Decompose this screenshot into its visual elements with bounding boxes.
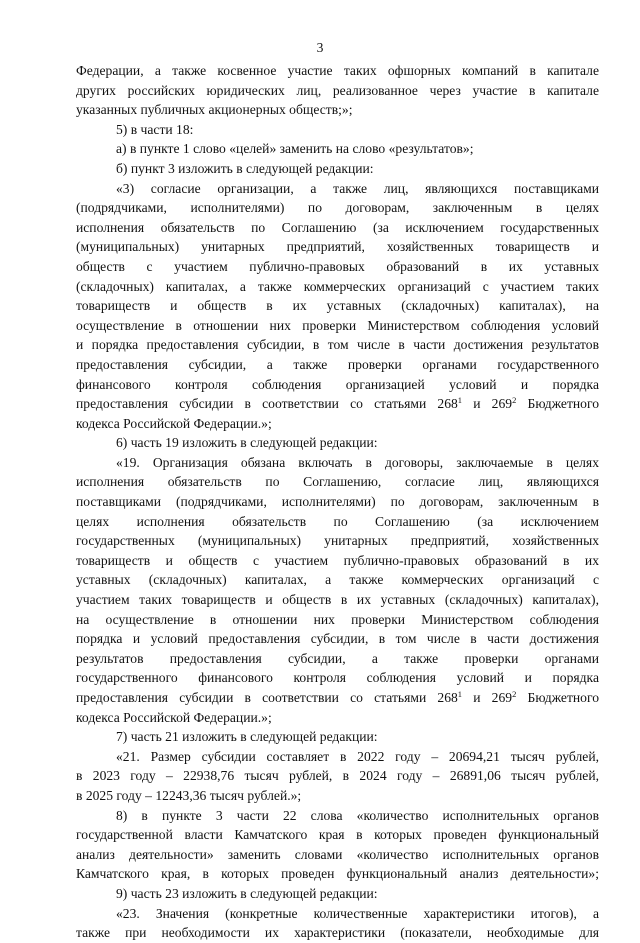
text-line: кодекса Российской Федерации.»; — [76, 415, 272, 431]
text-line: (муниципальных) унитарных предприятий, хозяйственных товариществ и — [76, 239, 599, 255]
text-line: исполнения обязательств по Соглашению, согласие лиц, являющихся — [76, 474, 599, 490]
text-line: в 2023 году – 22938,76 тысяч рублей, в 2024 году – 26891,06 тысяч рублей, — [76, 768, 599, 784]
text-line: на осуществление в отношении них проверки Министерством соблюдения — [76, 611, 599, 627]
page-number: 3 — [316, 40, 324, 55]
text-line: анализ деятельности» заменить словами «количество исполнительных органов — [76, 846, 599, 862]
text-line: 6) часть 19 изложить в следующей редакции: — [116, 435, 378, 451]
text-line: товариществ и обществ с участием публично-правовых образований в их — [76, 552, 599, 568]
text-line: результатов предоставления субсидии, а также проверки органами — [76, 650, 599, 666]
text-line: Федерации, а также косвенное участие таких офшорных компаний в капитале — [76, 63, 599, 78]
text-line: а) в пункте 1 слово «целей» заменить на слово «результатов»; — [116, 141, 474, 157]
text-line: исполнения обязательств по Соглашению (за исключением государственных — [76, 219, 599, 235]
text-line: также при необходимости их характеристики (показатели, необходимые для — [76, 925, 599, 941]
text-line: кодекса Российской Федерации.»; — [76, 709, 272, 725]
text-line: в 2025 году – 12243,36 тысяч рублей.»; — [76, 787, 302, 803]
text-line: уставных (складочных) капиталах, а также коммерческих организаций с — [76, 572, 599, 588]
body-text — [76, 61, 599, 943]
text-line: порядка и условий предоставления субсидии, в том числе в части достижения — [76, 631, 599, 647]
text-line: финансового контроля соблюдения организацией условий и порядка — [76, 376, 599, 392]
text-line: «19. Организация обязана включать в договоры, заключаемые в целях — [116, 454, 599, 470]
text-line: осуществление в отношении них проверки Министерством соблюдения условий — [76, 317, 599, 333]
text-line: (складочных) капиталах, а также коммерческих организаций с участием таких — [76, 278, 599, 294]
text-line: б) пункт 3 изложить в следующей редакции: — [116, 160, 374, 176]
text-line: Камчатского края, в которых проведен функциональный анализ деятельности»; — [76, 866, 599, 882]
text-line: 5) в части 18: — [116, 121, 194, 137]
text-line: 8) в пункте 3 части 22 слова «количество исполнительных органов — [116, 807, 599, 823]
text-line: 7) часть 21 изложить в следующей редакции: — [116, 729, 378, 745]
text-line: поставщиками (подрядчиками, исполнителями) по договорам, заключенным в — [76, 494, 599, 510]
superscript: 2 — [512, 689, 517, 699]
text-line: целях исполнения обязательств по Соглашению (за исключением — [76, 513, 599, 529]
text-line: (подрядчиками, исполнителями) по договорам, заключенным в целях — [76, 200, 599, 216]
text-line: государственного финансового контроля соблюдения условий и порядка — [76, 670, 599, 686]
superscript: 2 — [512, 395, 517, 406]
text-line: «21. Размер субсидии составляет в 2022 году – 20694,21 тысяч рублей, — [116, 748, 599, 764]
text-line: и порядка предоставления субсидии, в том числе в части достижения результатов — [76, 337, 599, 353]
text-line: предоставления субсидии в соответствии со статьями $268^1$ и $269^2$ Бюджетного — [76, 689, 599, 705]
text-line: предоставления субсидии, а также проверки органами государственного — [76, 356, 599, 372]
superscript: 1 — [457, 689, 463, 699]
text-line: государственных (муниципальных) унитарных предприятий, хозяйственных — [76, 533, 599, 549]
text-line: предоставления субсидии в соответствии со статьями $268^1$ и $269^2$ Бюджетного — [76, 395, 599, 412]
text-line: 9) часть 23 изложить в следующей редакции: — [116, 885, 378, 901]
text-line: «23. Значения (конкретные количественные характеристики итогов), а — [116, 905, 599, 921]
text-line: товариществ и обществ в их уставных (складочных) капиталах), на — [76, 298, 599, 314]
text-line: других российских юридических лиц, реализованное через участие в капитале — [76, 82, 599, 98]
text-line: «3) согласие организации, а также лиц, являющихся поставщиками — [116, 180, 599, 196]
text-line: участием таких товариществ и обществ в их уставных (складочных) капиталах), — [76, 592, 599, 608]
text-line: государственной власти Камчатского края в которых проведен функциональный — [76, 827, 599, 843]
superscript: 1 — [457, 395, 463, 406]
text-line: обществ с участием публично-правовых образований в их уставных — [76, 258, 599, 274]
text-line: указанных публичных акционерных обществ;»; — [76, 102, 353, 118]
